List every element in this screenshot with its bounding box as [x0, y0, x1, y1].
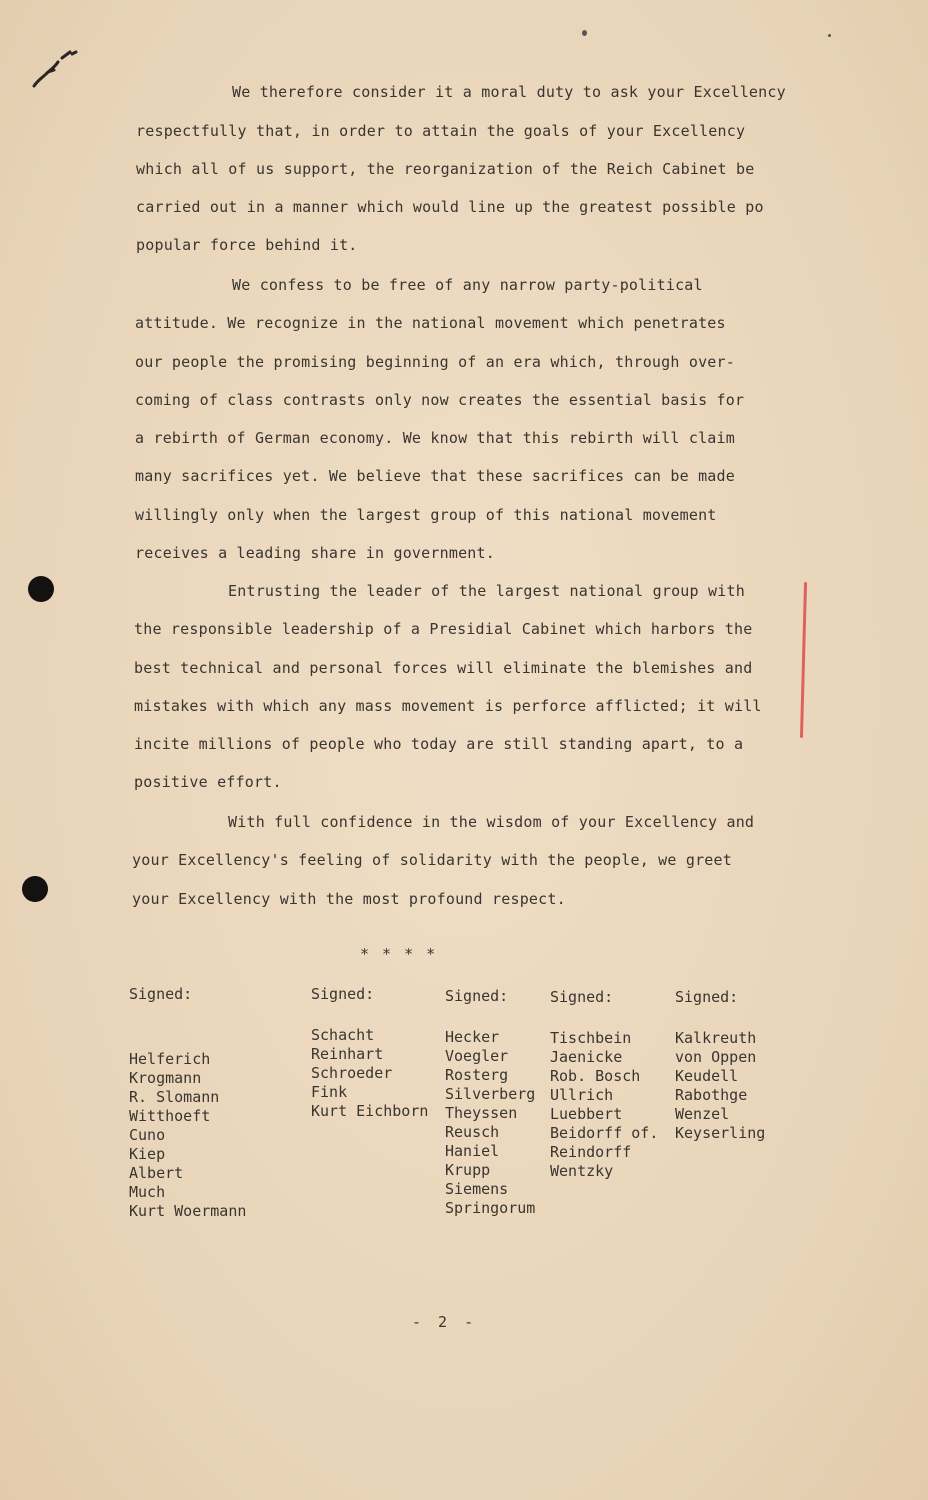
signatory-name: Reusch: [445, 1123, 500, 1141]
text-line: receives a leading share in government.: [135, 544, 495, 562]
signed-label: Signed:: [550, 988, 614, 1006]
signatory-name: Schroeder: [311, 1064, 393, 1082]
signatory-name: von Oppen: [675, 1048, 757, 1066]
signed-label: Signed:: [445, 987, 509, 1005]
text-line: incite millions of people who today are still standing apart, to a: [134, 735, 744, 753]
signatory-name: Keudell: [675, 1067, 739, 1085]
text-line: carried out in a manner which would line up the greatest possible po: [136, 198, 764, 216]
text-line: the responsible leadership of a Presidial Cabinet which harbors the: [134, 620, 753, 638]
text-line: many sacrifices yet. We believe that these sacrifices can be made: [135, 467, 735, 485]
signed-label: Signed:: [129, 985, 193, 1003]
signatory-name: Rabothge: [675, 1086, 748, 1104]
signature-column-3: [445, 987, 535, 1218]
signatory-name: Helferich: [129, 1050, 211, 1068]
signatory-name: Beidorff of.: [550, 1124, 659, 1142]
text-line: We confess to be free of any narrow party-political: [232, 276, 703, 294]
text-line: We therefore consider it a moral duty to ask your Excellency: [232, 83, 786, 101]
signatory-name: Keyserling: [675, 1124, 766, 1142]
text-line: willingly only when the largest group of this national movement: [135, 506, 717, 524]
punch-hole: [22, 876, 48, 902]
text-line: which all of us support, the reorganization of the Reich Cabinet be: [136, 160, 755, 178]
text-line: best technical and personal forces will eliminate the blemishes and: [134, 659, 753, 677]
text-line: With full confidence in the wisdom of your Excellency and: [228, 813, 755, 831]
text-line: mistakes with which any mass movement is perforce afflicted; it will: [134, 697, 762, 715]
signatory-name: Ullrich: [550, 1086, 614, 1104]
separator-stars: * * * *: [360, 945, 438, 963]
signatory-name: Krogmann: [129, 1069, 202, 1087]
text-line: attitude. We recognize in the national movement which penetrates: [135, 314, 726, 332]
text-line: respectfully that, in order to attain the goals of your Excellency: [136, 122, 746, 140]
signatory-name: Krupp: [445, 1161, 491, 1179]
red-margin-mark: [800, 582, 807, 738]
signatory-name: Kurt Woermann: [129, 1202, 247, 1220]
signatory-name: Kiep: [129, 1145, 166, 1163]
page-number: - 2 -: [412, 1313, 478, 1331]
signatory-name: Jaenicke: [550, 1048, 623, 1066]
signatory-name: Kalkreuth: [675, 1029, 757, 1047]
text-line: coming of class contrasts only now creates the essential basis for: [135, 391, 745, 409]
signatory-name: Silverberg: [445, 1085, 536, 1103]
signatory-name: Fink: [311, 1083, 348, 1101]
text-line: our people the promising beginning of an era which, through over-: [135, 353, 735, 371]
signed-label: Signed:: [311, 985, 375, 1003]
ink-speck: [828, 34, 831, 37]
signature-column-2: [311, 985, 428, 1121]
punch-hole: [28, 576, 54, 602]
signed-label: Signed:: [675, 988, 739, 1006]
signatory-name: Reindorff: [550, 1143, 632, 1161]
signature-column-5: [675, 988, 765, 1143]
text-line: your Excellency's feeling of solidarity with the people, we greet: [132, 851, 732, 869]
signatory-name: Hecker: [445, 1028, 500, 1046]
signatory-name: Wenzel: [675, 1105, 730, 1123]
signatory-name: Rob. Bosch: [550, 1067, 641, 1085]
signatory-name: Siemens: [445, 1180, 509, 1198]
signatory-name: Haniel: [445, 1142, 500, 1160]
ink-scribble-mark: [30, 48, 80, 93]
signatory-name: R. Slomann: [129, 1088, 220, 1106]
signatory-name: Springorum: [445, 1199, 536, 1217]
signature-column-1: [129, 985, 246, 1221]
signature-column-4: [550, 988, 658, 1181]
signatory-name: Theyssen: [445, 1104, 518, 1122]
signatory-name: Witthoeft: [129, 1107, 211, 1125]
signatory-name: Kurt Eichborn: [311, 1102, 429, 1120]
signatory-name: Rosterg: [445, 1066, 509, 1084]
signatory-name: Albert: [129, 1164, 184, 1182]
signatory-name: Voegler: [445, 1047, 509, 1065]
ink-speck: [582, 30, 587, 36]
signatory-name: Schacht: [311, 1026, 375, 1044]
signatory-name: Luebbert: [550, 1105, 623, 1123]
text-line: popular force behind it.: [136, 236, 358, 254]
text-line: a rebirth of German economy. We know that this rebirth will claim: [135, 429, 735, 447]
signatory-name: Cuno: [129, 1126, 166, 1144]
text-line: your Excellency with the most profound respect.: [132, 890, 566, 908]
signatory-name: Reinhart: [311, 1045, 384, 1063]
text-line: Entrusting the leader of the largest national group with: [228, 582, 745, 600]
text-line: positive effort.: [134, 773, 282, 791]
signatory-name: Much: [129, 1183, 166, 1201]
signatory-name: Tischbein: [550, 1029, 632, 1047]
signatory-name: Wentzky: [550, 1162, 614, 1180]
